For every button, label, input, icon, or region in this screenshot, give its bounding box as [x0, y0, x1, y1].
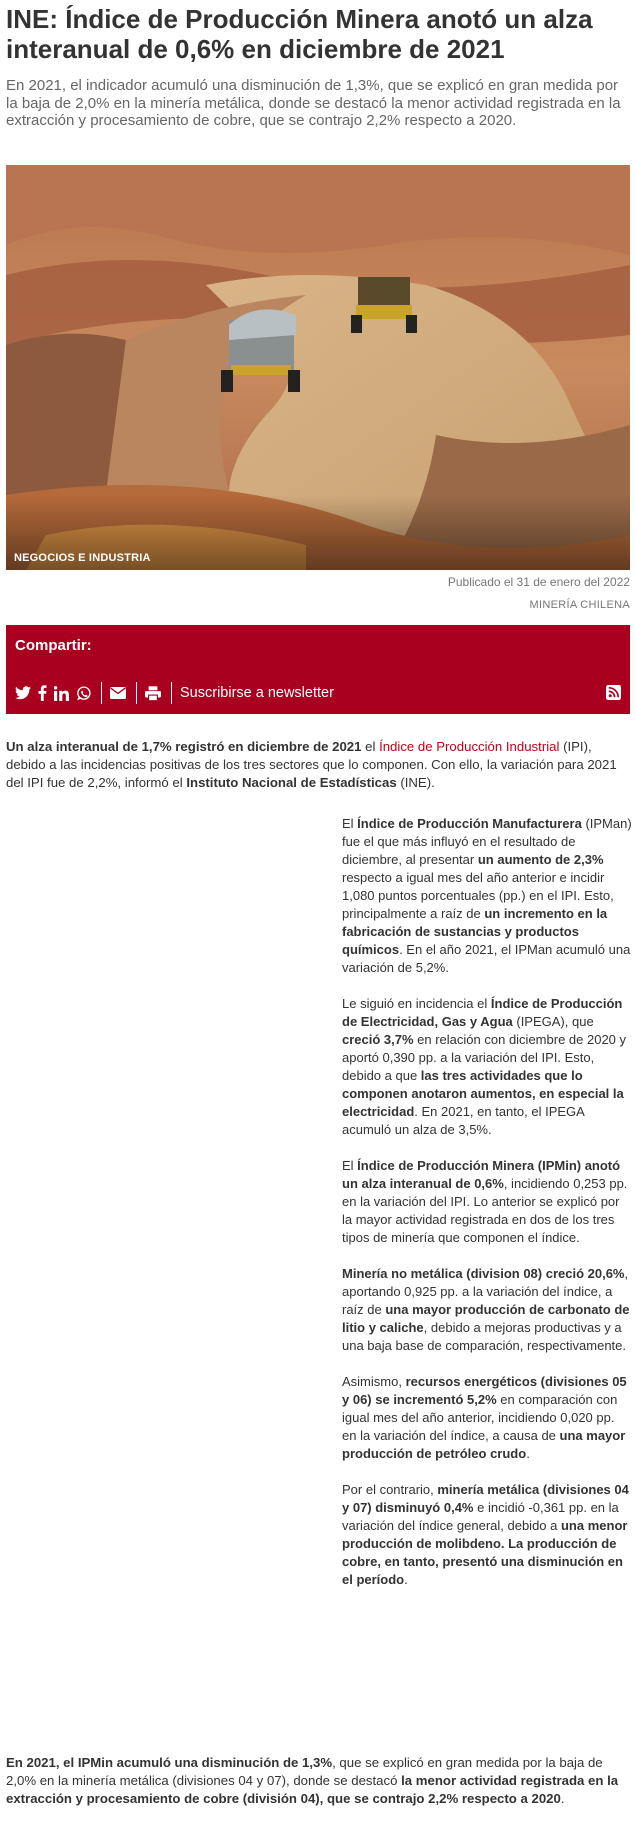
newsletter-link[interactable]: Suscribirse a newsletter — [180, 685, 334, 701]
paragraph-ipman: El Índice de Producción Manufacturera (IPMan) fue el que más influyó en el resultado de diciembre, al presentar un aumento de 2,3% respecto a igual mes del año anterior e incidir 1,080 puntos porcentuales (pp.) en el IPI. Esto, principalmente a raíz de un incremento en la fabricación de sustancias y productos químicos. En el año 2021, el IPMan acumuló una variación de 5,2%. — [342, 816, 632, 975]
whatsapp-icon[interactable] — [76, 682, 91, 704]
paragraph-non-metallic: Minería no metálica (division 08) creció 20,6%, aportando 0,925 pp. a la variación del índice, a raíz de una mayor producción de carbonato de litio y caliche, debido a mejoras productivas y a una baja base de comparación, respectivamente. — [342, 1266, 630, 1353]
linkedin-icon[interactable] — [54, 682, 69, 704]
intro-paragraph: Un alza interanual de 1,7% registró en diciembre de 2021 el Índice de Producción Industrial (IPI), debido a las incidencias positivas de los tres sectores que lo componen. Con ello, la variación para 2021 del IPI fue de 2,2%, informó el Instituto Nacional de Estadísticas (INE). — [6, 739, 617, 790]
paragraph-metallic: Por el contrario, minería metálica (divisiones 04 y 07) disminuyó 0,4% e incidió -0,361 pp. en la variación del índice general, debido a una menor producción de molibdeno. La producción de cobre, en tanto, presentó una disminución en el período. — [342, 1482, 629, 1587]
email-icon[interactable] — [110, 682, 126, 704]
rss-icon[interactable] — [606, 685, 621, 705]
share-separator — [171, 682, 172, 704]
facebook-icon[interactable] — [38, 682, 47, 704]
hero-image — [6, 165, 630, 570]
article-title: INE: Índice de Producción Minera anotó un alza interanual de 0,6% en diciembre de 2021 — [6, 4, 593, 64]
ipi-link[interactable]: Índice de Producción Industrial — [379, 739, 560, 754]
image-category-label: NEGOCIOS E INDUSTRIA — [14, 552, 151, 564]
paragraph-ipmin: El Índice de Producción Minera (IPMin) anotó un alza interanual de 0,6%, incidiendo 0,253 pp. en la variación del IPI. Lo anterior se explicó por la mayor actividad registrada en dos de los tres tipos de minería que componen el índice. — [342, 1158, 628, 1245]
share-icons — [15, 682, 334, 704]
closing-paragraph: En 2021, el IPMin acumuló una disminución de 1,3%, que se explicó en gran medida por la baja de 2,0% en la minería metálica (divisiones 04 y 07), donde se destacó la menor actividad registrada en la extracción y procesamiento de cobre (división 04), que se contrajo 2,2% respecto a 2020. — [6, 1755, 619, 1806]
mine-photo — [6, 165, 630, 570]
article-source: MINERÍA CHILENA — [529, 599, 630, 611]
share-title: Compartir: — [15, 637, 92, 654]
print-icon[interactable] — [145, 682, 161, 704]
article-column — [342, 815, 632, 1607]
intro-highlight: Un alza interanual de 1,7% registró en diciembre de 2021 — [6, 739, 362, 754]
share-bar — [6, 625, 630, 714]
twitter-icon[interactable] — [15, 682, 31, 704]
share-separator — [136, 682, 137, 704]
publish-date: Publicado el 31 de enero del 2022 — [447, 575, 630, 589]
paragraph-ipega: Le siguió en incidencia el Índice de Producción de Electricidad, Gas y Agua (IPEGA), que creció 3,7% en relación con diciembre de 2020 y aportó 0,390 pp. a la variación del IPI. Esto, debido a que las tres actividades que lo componen anotaron aumentos, en especial la electricidad. En 2021, en tanto, el IPEGA acumuló un alza de 3,5%. — [342, 996, 627, 1137]
article-lead: En 2021, el indicador acumuló una disminución de 1,3%, que se explicó en gran medida por la baja de 2,0% en la minería metálica, donde se destacó la menor actividad registrada en la extracción y procesamiento de cobre, que se contrajo 2,2% respecto a 2020. — [6, 77, 621, 130]
share-separator — [101, 682, 102, 704]
paragraph-energy: Asimismo, recursos energéticos (divisiones 05 y 06) se incrementó 5,2% en comparación con igual mes del año anterior, incidiendo 0,020 pp. en la variación del índice, a causa de una mayor producción de petróleo crudo. — [342, 1374, 627, 1461]
